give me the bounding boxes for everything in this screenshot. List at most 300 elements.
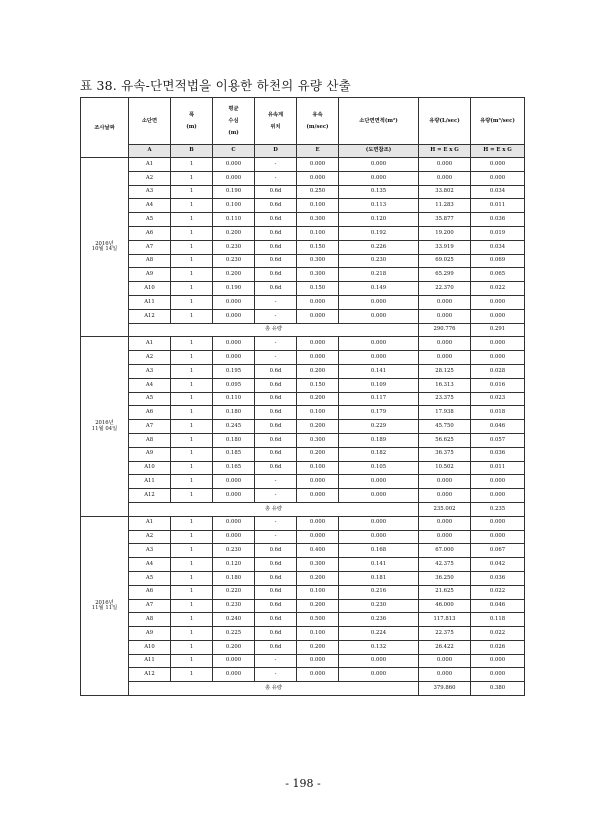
table-cell: A10: [129, 282, 171, 296]
column-letter: B: [171, 145, 213, 158]
table-cell: A3: [129, 185, 171, 199]
table-cell: 0.179: [339, 406, 419, 420]
table-cell: 0.200: [297, 392, 339, 406]
table-cell: 0.6d: [255, 613, 297, 627]
table-body: [81, 158, 525, 696]
table-cell: 0.200: [297, 640, 339, 654]
table-cell: 0.046: [471, 599, 525, 613]
table-cell: 0.180: [213, 406, 255, 420]
survey-date: [81, 337, 129, 516]
table-cell: A12: [129, 309, 171, 323]
table-cell: -: [255, 158, 297, 172]
table-cell: A4: [129, 199, 171, 213]
table-cell: 0.189: [339, 433, 419, 447]
column-header-line: 조사날짜: [94, 124, 115, 131]
table-row: [81, 351, 525, 365]
table-cell: 0.042: [471, 558, 525, 572]
table-cell: 1: [171, 613, 213, 627]
table-row: [81, 558, 525, 572]
table-cell: 0.226: [339, 240, 419, 254]
table-cell: 0.6d: [255, 640, 297, 654]
table-cell: 1: [171, 627, 213, 641]
table-cell: 0.6d: [255, 199, 297, 213]
table-cell: 0.011: [471, 199, 525, 213]
table-cell: 0.300: [297, 213, 339, 227]
table-cell: 0.6d: [255, 226, 297, 240]
table-row: [81, 544, 525, 558]
table-cell: 0.150: [297, 282, 339, 296]
table-cell: 0.000: [419, 530, 471, 544]
table-cell: 0.218: [339, 268, 419, 282]
table-row: [81, 226, 525, 240]
table-cell: 22.375: [419, 627, 471, 641]
table-cell: 0.000: [297, 668, 339, 682]
table-cell: 0.000: [297, 516, 339, 530]
table-cell: 1: [171, 364, 213, 378]
table-cell: 0.200: [297, 571, 339, 585]
table-cell: 33.802: [419, 185, 471, 199]
table-cell: 1: [171, 571, 213, 585]
table-cell: 0.180: [213, 571, 255, 585]
table-cell: 0.200: [297, 447, 339, 461]
table-cell: A4: [129, 378, 171, 392]
column-header: [81, 98, 129, 158]
table-cell: 1: [171, 489, 213, 503]
table-cell: 0.200: [213, 640, 255, 654]
table-cell: 0.149: [339, 282, 419, 296]
table-cell: A6: [129, 226, 171, 240]
table-cell: 0.000: [339, 351, 419, 365]
table-cell: 0.018: [471, 406, 525, 420]
table-cell: 1: [171, 530, 213, 544]
table-row: [81, 282, 525, 296]
table-row: [81, 530, 525, 544]
survey-date-line: 11월 04일: [91, 425, 118, 432]
table-cell: A7: [129, 240, 171, 254]
table-cell: 0.230: [213, 254, 255, 268]
table-cell: 0.500: [297, 613, 339, 627]
table-cell: 0.100: [297, 406, 339, 420]
total-row: [81, 323, 525, 337]
table-cell: 0.6d: [255, 558, 297, 572]
table-cell: A2: [129, 351, 171, 365]
table-cell: 19.200: [419, 226, 471, 240]
table-cell: A11: [129, 654, 171, 668]
total-flow-ls: 379.860: [419, 682, 471, 696]
table-cell: 0.224: [339, 627, 419, 641]
table-cell: A8: [129, 433, 171, 447]
table-cell: 0.192: [339, 226, 419, 240]
table-cell: 0.120: [339, 213, 419, 227]
table-cell: 0.000: [419, 171, 471, 185]
table-cell: 1: [171, 516, 213, 530]
table-cell: 0.230: [339, 254, 419, 268]
table-cell: 0.6d: [255, 282, 297, 296]
table-cell: A5: [129, 213, 171, 227]
table-cell: 0.000: [419, 516, 471, 530]
table-cell: 1: [171, 654, 213, 668]
table-cell: 0.135: [339, 185, 419, 199]
table-row: [81, 627, 525, 641]
table-cell: 1: [171, 213, 213, 227]
table-cell: 1: [171, 406, 213, 420]
column-header-line: (m): [228, 130, 239, 136]
table-cell: 0.300: [297, 433, 339, 447]
table-cell: 0.000: [471, 351, 525, 365]
table-cell: 0.000: [339, 516, 419, 530]
table-cell: 0.000: [339, 158, 419, 172]
table-cell: -: [255, 351, 297, 365]
table-cell: 0.000: [471, 530, 525, 544]
column-letter: H = E x G: [419, 145, 471, 158]
table-cell: 0.000: [297, 489, 339, 503]
table-cell: 0.000: [297, 295, 339, 309]
table-cell: 0.036: [471, 213, 525, 227]
table-cell: 1: [171, 599, 213, 613]
table-cell: 0.000: [419, 309, 471, 323]
table-cell: 0.110: [213, 213, 255, 227]
column-letter: A: [129, 145, 171, 158]
table-cell: 0.6d: [255, 627, 297, 641]
table-cell: 0.022: [471, 282, 525, 296]
table-cell: 0.023: [471, 392, 525, 406]
page-number: - 198 -: [285, 777, 321, 790]
table-cell: 0.000: [419, 489, 471, 503]
table-cell: 1: [171, 199, 213, 213]
column-header-line: 수심: [228, 118, 239, 124]
table-row: [81, 158, 525, 172]
table-header: [81, 98, 525, 158]
table-cell: 0.095: [213, 378, 255, 392]
table-cell: 0.022: [471, 627, 525, 641]
table-cell: 0.200: [297, 599, 339, 613]
table-cell: 0.000: [471, 668, 525, 682]
total-row: [81, 502, 525, 516]
table-row: [81, 599, 525, 613]
column-letter: D: [255, 145, 297, 158]
table-cell: 1: [171, 640, 213, 654]
table-cell: A9: [129, 268, 171, 282]
table-cell: -: [255, 654, 297, 668]
table-cell: 1: [171, 337, 213, 351]
table-cell: 0.300: [297, 268, 339, 282]
table-cell: 0.000: [339, 654, 419, 668]
table-cell: 1: [171, 226, 213, 240]
survey-date-line: 2016년: [95, 599, 114, 606]
table-cell: 0.182: [339, 447, 419, 461]
table-row: [81, 199, 525, 213]
table-cell: 0.000: [213, 489, 255, 503]
table-cell: A6: [129, 585, 171, 599]
table-cell: 0.225: [213, 627, 255, 641]
table-cell: 0.6d: [255, 185, 297, 199]
table-cell: 0.000: [213, 337, 255, 351]
column-letter-row: [81, 145, 525, 158]
table-cell: 0.141: [339, 558, 419, 572]
table-row: [81, 640, 525, 654]
table-cell: 1: [171, 392, 213, 406]
table-cell: 1: [171, 351, 213, 365]
table-cell: 0.000: [339, 171, 419, 185]
table-row: [81, 295, 525, 309]
table-cell: 0.100: [297, 199, 339, 213]
table-cell: 56.625: [419, 433, 471, 447]
table-cell: 0.000: [419, 654, 471, 668]
column-header-line: 유량(m³/sec): [480, 118, 515, 124]
table-cell: 1: [171, 309, 213, 323]
table-row: [81, 433, 525, 447]
table-cell: 0.110: [213, 392, 255, 406]
table-cell: 0.000: [213, 530, 255, 544]
table-row: [81, 378, 525, 392]
table-cell: 1: [171, 240, 213, 254]
table-cell: 0.100: [297, 226, 339, 240]
table-cell: 36.250: [419, 571, 471, 585]
survey-date-line: 2016년: [95, 240, 114, 247]
column-header-line: (m/sec): [306, 124, 329, 130]
table-cell: 0.150: [297, 378, 339, 392]
column-letter: (도면참조): [339, 145, 419, 158]
table-cell: 0.000: [213, 668, 255, 682]
table-cell: 1: [171, 295, 213, 309]
table-cell: 0.6d: [255, 585, 297, 599]
table-cell: 0.000: [419, 295, 471, 309]
table-cell: 45.750: [419, 420, 471, 434]
table-cell: 0.069: [471, 254, 525, 268]
table-row: [81, 364, 525, 378]
column-header-line: 소단면: [141, 118, 158, 124]
table-cell: 10.502: [419, 461, 471, 475]
table-cell: A1: [129, 516, 171, 530]
column-header-line: 평균: [228, 106, 239, 112]
table-row: [81, 585, 525, 599]
table-cell: 1: [171, 420, 213, 434]
table-cell: 0.000: [339, 668, 419, 682]
table-cell: 65.299: [419, 268, 471, 282]
table-cell: 0.000: [339, 309, 419, 323]
table-cell: 1: [171, 544, 213, 558]
table-cell: 0.250: [297, 185, 339, 199]
table-row: [81, 489, 525, 503]
table-cell: 0.6d: [255, 420, 297, 434]
table-cell: 16.313: [419, 378, 471, 392]
table-cell: -: [255, 337, 297, 351]
table-cell: 0.046: [471, 420, 525, 434]
table-cell: 21.625: [419, 585, 471, 599]
table-cell: 0.019: [471, 226, 525, 240]
table-cell: 0.230: [213, 240, 255, 254]
table-cell: 0.000: [471, 337, 525, 351]
table-row: [81, 654, 525, 668]
table-cell: 0.000: [471, 158, 525, 172]
table-cell: 0.011: [471, 461, 525, 475]
table-cell: 0.6d: [255, 254, 297, 268]
total-label: 총 유량: [129, 323, 419, 337]
table-cell: 0.6d: [255, 461, 297, 475]
table-cell: 0.185: [213, 447, 255, 461]
table-cell: 0.105: [339, 461, 419, 475]
table-cell: 0.000: [471, 516, 525, 530]
table-cell: 36.375: [419, 447, 471, 461]
table-cell: 0.141: [339, 364, 419, 378]
table-cell: A7: [129, 420, 171, 434]
column-letter: H = E x G: [471, 145, 525, 158]
total-flow-m3s: 0.291: [471, 323, 525, 337]
table-cell: 0.000: [339, 475, 419, 489]
table-cell: -: [255, 489, 297, 503]
table-cell: 1: [171, 433, 213, 447]
table-cell: 35.877: [419, 213, 471, 227]
column-header: [297, 98, 339, 145]
table-cell: 0.000: [213, 295, 255, 309]
table-cell: 0.195: [213, 364, 255, 378]
survey-date-line: 10월 14일: [91, 246, 118, 253]
table-cell: 0.100: [297, 585, 339, 599]
table-cell: 0.000: [419, 475, 471, 489]
table-cell: 0.180: [213, 433, 255, 447]
table-cell: A8: [129, 254, 171, 268]
table-cell: 0.000: [297, 309, 339, 323]
table-cell: 0.230: [339, 599, 419, 613]
table-cell: 0.065: [471, 268, 525, 282]
table-cell: 0.132: [339, 640, 419, 654]
table-cell: 0.200: [297, 364, 339, 378]
table-cell: 0.000: [471, 309, 525, 323]
total-flow-m3s: 0.380: [471, 682, 525, 696]
column-header-line: 폭: [188, 112, 195, 118]
table-row: [81, 185, 525, 199]
table-cell: 0.200: [213, 268, 255, 282]
table-cell: 0.000: [339, 530, 419, 544]
table-cell: 0.000: [213, 158, 255, 172]
table-cell: 0.000: [419, 351, 471, 365]
table-row: [81, 268, 525, 282]
table-cell: 0.6d: [255, 406, 297, 420]
table-cell: 0.000: [297, 475, 339, 489]
table-cell: -: [255, 530, 297, 544]
table-row: [81, 309, 525, 323]
table-cell: 1: [171, 461, 213, 475]
table-cell: 0.6d: [255, 213, 297, 227]
table-cell: 0.036: [471, 571, 525, 585]
table-cell: 0.000: [297, 351, 339, 365]
table-cell: 0.300: [297, 558, 339, 572]
table-cell: A2: [129, 171, 171, 185]
table-row: [81, 337, 525, 351]
table-cell: 1: [171, 171, 213, 185]
table-cell: 1: [171, 447, 213, 461]
column-header-line: 유속: [312, 112, 323, 118]
table-row: [81, 213, 525, 227]
table-row: [81, 254, 525, 268]
table-cell: 26.422: [419, 640, 471, 654]
table-title: 표 38. 유속-단면적법을 이용한 하천의 유량 산출: [80, 78, 351, 93]
table-cell: A9: [129, 447, 171, 461]
table-cell: A1: [129, 158, 171, 172]
table-cell: 0.000: [213, 475, 255, 489]
table-cell: 33.919: [419, 240, 471, 254]
table-cell: 0.000: [339, 295, 419, 309]
table-cell: 0.100: [297, 461, 339, 475]
table-cell: 0.168: [339, 544, 419, 558]
table-cell: 46.000: [419, 599, 471, 613]
table-cell: 0.6d: [255, 364, 297, 378]
table-cell: 0.6d: [255, 240, 297, 254]
table-cell: A7: [129, 599, 171, 613]
table-cell: A12: [129, 668, 171, 682]
table-cell: A3: [129, 364, 171, 378]
column-header-line: (m): [186, 124, 197, 130]
total-label: 총 유량: [129, 682, 419, 696]
table-cell: A10: [129, 640, 171, 654]
table-row: [81, 392, 525, 406]
column-header: [339, 98, 419, 145]
table-cell: -: [255, 171, 297, 185]
table-cell: 0.057: [471, 433, 525, 447]
table-cell: 0.6d: [255, 433, 297, 447]
table-cell: 0.200: [297, 420, 339, 434]
table-cell: 1: [171, 282, 213, 296]
table-cell: 0.300: [297, 254, 339, 268]
table-cell: 0.400: [297, 544, 339, 558]
table-cell: 0.000: [471, 171, 525, 185]
table-cell: -: [255, 475, 297, 489]
table-cell: A5: [129, 571, 171, 585]
table-cell: 0.000: [471, 489, 525, 503]
table-cell: A10: [129, 461, 171, 475]
table-row: [81, 571, 525, 585]
table-cell: 0.245: [213, 420, 255, 434]
table-cell: 0.100: [297, 627, 339, 641]
table-cell: 0.229: [339, 420, 419, 434]
table-row: [81, 447, 525, 461]
table-cell: 22.370: [419, 282, 471, 296]
table-cell: 1: [171, 254, 213, 268]
table-cell: A3: [129, 544, 171, 558]
table-cell: 0.036: [471, 447, 525, 461]
survey-date: [81, 516, 129, 695]
table-cell: 0.000: [213, 351, 255, 365]
table-row: [81, 475, 525, 489]
table-cell: 0.000: [471, 654, 525, 668]
column-header: [213, 98, 255, 145]
table-cell: 1: [171, 378, 213, 392]
column-header: [471, 98, 525, 145]
table-cell: -: [255, 668, 297, 682]
table-cell: 0.220: [213, 585, 255, 599]
column-header: [171, 98, 213, 145]
table-cell: 0.000: [419, 158, 471, 172]
table-cell: 0.236: [339, 613, 419, 627]
column-header: [129, 98, 171, 145]
table-cell: 0.6d: [255, 378, 297, 392]
table-cell: A1: [129, 337, 171, 351]
table-cell: 11.283: [419, 199, 471, 213]
table-cell: 0.190: [213, 282, 255, 296]
survey-date-line: 11월 11일: [91, 604, 118, 611]
table-cell: 0.034: [471, 185, 525, 199]
column-letter: C: [213, 145, 255, 158]
table-row: [81, 613, 525, 627]
table-row: [81, 240, 525, 254]
table-cell: 0.000: [297, 171, 339, 185]
table-cell: 0.230: [213, 544, 255, 558]
table-cell: 1: [171, 475, 213, 489]
table-cell: 0.000: [297, 158, 339, 172]
table-cell: A4: [129, 558, 171, 572]
table-cell: 0.181: [339, 571, 419, 585]
total-label: 총 유량: [129, 502, 419, 516]
